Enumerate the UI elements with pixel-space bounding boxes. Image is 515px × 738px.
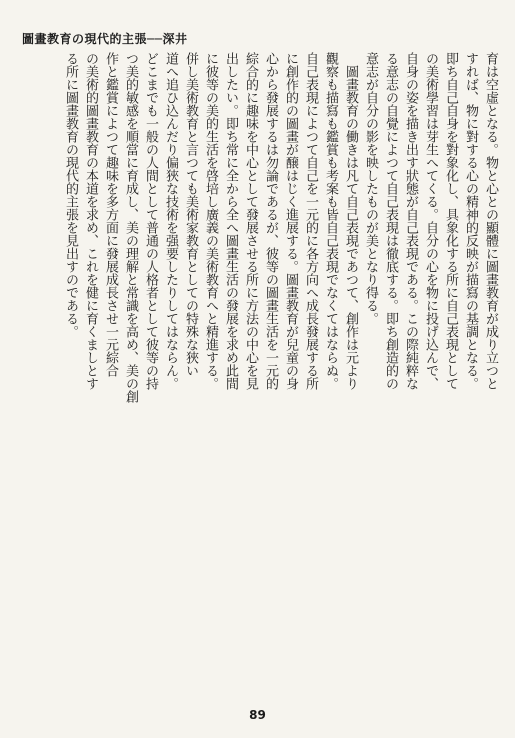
text-line: に創作的の圖畫が醸はじく進展する。圖畫教育が兒童の身 [283, 52, 298, 390]
text-line: どこまでも一般の人間として普通の人格者として彼等の持 [143, 52, 158, 390]
text-line: に彼等の美的生活を啓培し廣義の美術教育へと精進する。 [203, 52, 218, 390]
text-line: 出したい。即ち常に全から全へ圖畫生活の發展を求め此間 [223, 52, 238, 390]
text-line: る意志の自覺によつて自己表現は徹底する。即ち創造的の [383, 52, 398, 390]
text-line: る所に圖畫教育の現代的主張を見出すのである。 [63, 52, 78, 338]
text-line: つ美的敏感を順當に育成し、美の理解と常識を高め、美の創 [123, 52, 138, 403]
text-line: 圖畫教育の働きは凡て自己表現であつて、創作は元より [343, 52, 358, 390]
text-line: すれば、物に對する心の精神的反映が描寫の基調となる。 [463, 52, 478, 390]
text-line: 道へ追ひ込んだり偏狹な技術を强要したりしてはならん。 [163, 52, 178, 390]
text-line: 即ち自己自身を對象化し、具象化する所に自己表現として [443, 52, 458, 390]
text-line: 心から發展するは勿論であるが、彼等の圖畫生活を一元的 [263, 52, 278, 390]
running-header: 圖畫教育の現代的主張──深井 [22, 32, 188, 46]
text-line: 自己表現によつて自己を一元的に各方向へ成長發展する所 [303, 52, 318, 390]
text-line: 意志が自分の影を映したものが美となり得る。 [363, 52, 378, 325]
text-line: 併し美術教育と言つても美術家教育としての特殊な狹い [183, 52, 198, 377]
text-line: 綜合的に趣味を中心として發展させる所に方法の中心を見 [243, 52, 258, 390]
text-line: の美術的圖畫教育の本道を求め、これを健に育くましとす [83, 52, 98, 390]
text-line: 觀察も描寫も鑑賞も考案も皆自己表現でなくてはならぬ。 [323, 52, 338, 390]
text-line: 作と鑑賞によつて趣味を多方面に發展成長させ一元綜合 [103, 52, 118, 377]
page-number: 89 [249, 708, 266, 722]
text-line: 育は空虛となる。物と心との顯體に圖畫教育が成り立つと [483, 52, 498, 390]
text-line: 自身の姿を描き出す狀態が自己表現である。この際純粹な [403, 52, 418, 390]
text-body [0, 52, 515, 692]
text-line: の美術學習は芽生へてくる。自分の心を物に投げ込んで、 [423, 52, 438, 390]
